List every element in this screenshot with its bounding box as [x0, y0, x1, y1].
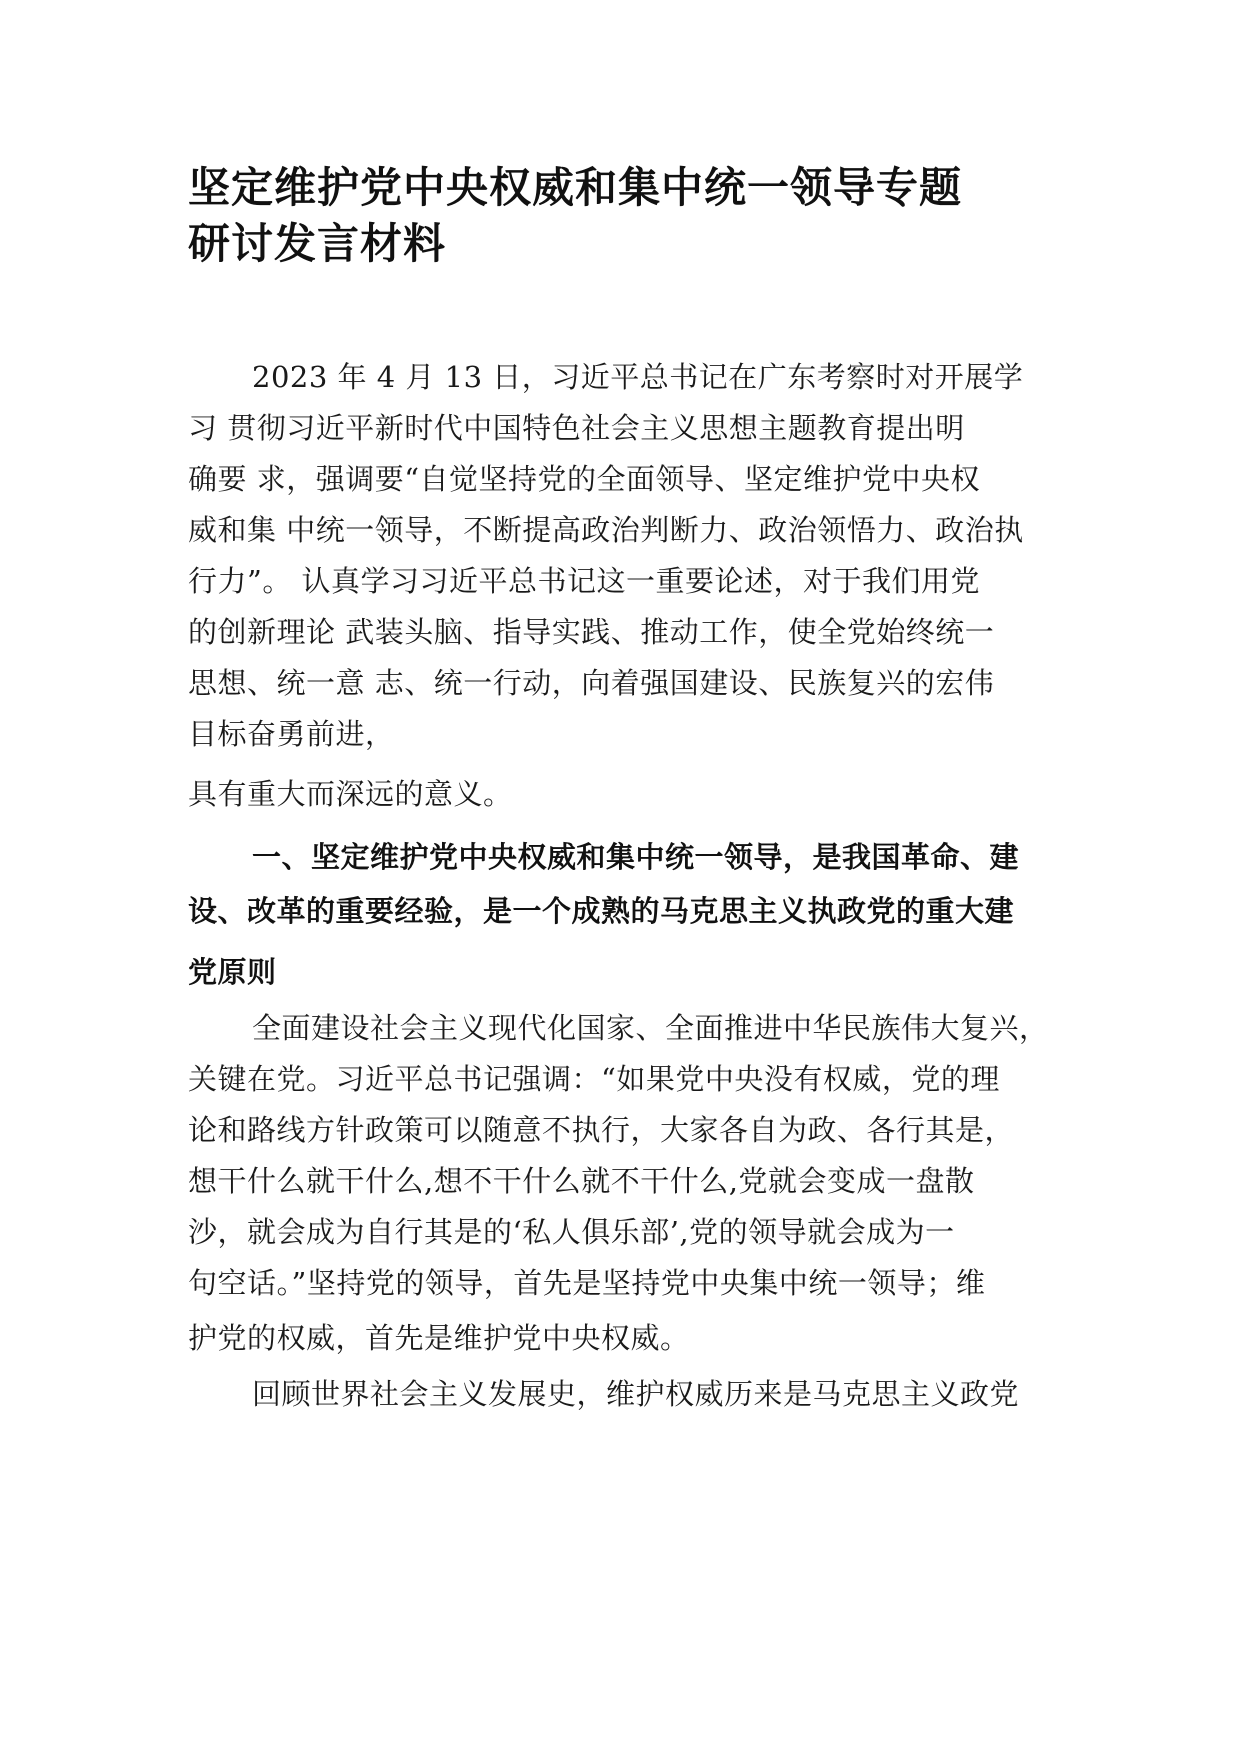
section-heading-line: 党原则: [188, 955, 277, 989]
intro-line: 思想、统一意 志、统一行动，向着强国建设、民族复兴的宏伟: [188, 666, 995, 700]
section-heading-line: 一、坚定维护党中央权威和集中统一领导，是我国革命、建: [252, 840, 1020, 874]
body-line: 回顾世界社会主义发展史，维护权威历来是马克思主义政党: [252, 1377, 1020, 1411]
body-line: 句空话。”坚持党的领导，首先是坚持党中央集中统一领导；维: [188, 1266, 986, 1300]
intro-line: 行力”。 认真学习习近平总书记这一重要论述，对于我们用党: [188, 564, 981, 598]
body-line: 想干什么就干什么,想不干什么就不干什么,党就会变成一盘散: [188, 1164, 975, 1198]
intro-line: 威和集 中统一领导，不断提高政治判断力、政治领悟力、政治执: [188, 513, 1024, 547]
intro-line: 2023 年 4 月 13 日，习近平总书记在广东考察时对开展学: [252, 360, 1024, 394]
intro-line: 的创新理论 武装头脑、指导实践、推动工作，使全党始终统一: [188, 615, 995, 649]
intro-line: 习 贯彻习近平新时代中国特色社会主义思想主题教育提出明: [188, 411, 965, 445]
intro-line: 具有重大而深远的意义。: [188, 777, 513, 811]
section-heading-line: 设、改革的重要经验，是一个成熟的马克思主义执政党的重大建: [188, 894, 1015, 928]
intro-line: 确要 求，强调要“自觉坚持党的全面领导、坚定维护党中央权: [188, 462, 981, 496]
body-line: 关键在党。习近平总书记强调：“如果党中央没有权威，党的理: [188, 1062, 1000, 1096]
body-line: 全面建设社会主义现代化国家、全面推进中华民族伟大复兴，: [252, 1011, 1049, 1045]
intro-line: 目标奋勇前进，: [188, 717, 395, 751]
title-line: 坚定维护党中央权威和集中统一领导专题: [188, 163, 963, 212]
body-line: 论和路线方针政策可以随意不执行，大家各自为政、各行其是，: [188, 1113, 1015, 1147]
body-line: 护党的权威，首先是维护党中央权威。: [188, 1321, 690, 1355]
document-title: [188, 160, 1068, 272]
title-line: 研讨发言材料: [188, 219, 447, 268]
body-line: 沙，就会成为自行其是的‘私人俱乐部’,党的领导就会成为一: [188, 1215, 955, 1249]
